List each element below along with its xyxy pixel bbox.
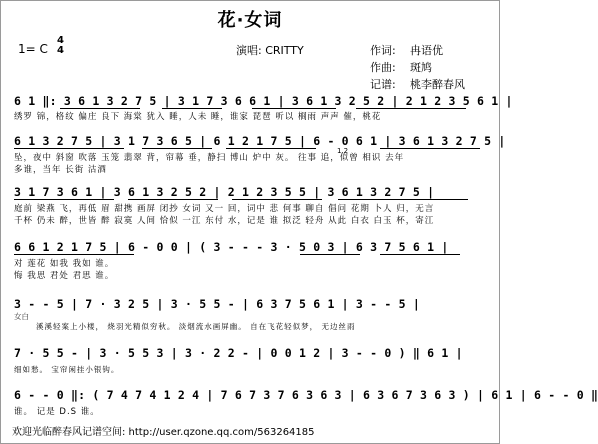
beam-line bbox=[226, 148, 316, 149]
lyric-row-1: 绣罗 锦，格纹 偏庄 良下 海棠 犹入 睡，人未 睡，谁家 琵琶 听以 榈雨 声声 催，桃花 bbox=[14, 112, 382, 122]
beam-line bbox=[356, 108, 466, 109]
lyric-row-2b: 多谁，当年 长街 沽酒 bbox=[14, 165, 107, 175]
beam-line bbox=[380, 148, 480, 149]
notation-row-7: 6 - - 0 ‖: ( 7 4 7 4 1 2 4 | 7 6 7 3 7 6 3 6 3 | 6 3 6 7 3 6 3 ) | 6 1 | 6 - - 0 ‖ bbox=[14, 388, 598, 402]
beam-line bbox=[60, 108, 140, 109]
notation-row-4: 6 6 1 2 1 7 5 | 6 - 0 0 | ( 3 - - - 3 · 5 0 3 | 6 3 7 5 6 1 | bbox=[14, 240, 449, 254]
footer-text: 欢迎光临醉春风记谱空间: http://user.qzone.qq.com/563264185 bbox=[12, 427, 315, 438]
lyric-row-6: 细如愁。 宝帘闲挂小银钩。 bbox=[14, 365, 120, 374]
beam-line bbox=[380, 254, 460, 255]
lyric-row-3b: 千杯 仍未 醉，世皆 醉 寂寞 人间 恰似 一江 东付 水，记是 谁 拟泛 轻舟 从此 白衣 白玉 杯，寄江 bbox=[14, 216, 435, 226]
lyric-row-4: 对 莲花 如我 我如 谁。 bbox=[14, 259, 115, 269]
beam-line bbox=[162, 108, 222, 109]
time-signature bbox=[57, 36, 64, 56]
composer-name: 斑鸠 bbox=[410, 61, 432, 74]
beam-line bbox=[14, 148, 124, 149]
key-signature: 1= C bbox=[18, 42, 48, 56]
female-voice-note: 女白 bbox=[14, 312, 29, 321]
beam-line bbox=[14, 199, 114, 200]
volta-marker: 1.2 bbox=[337, 147, 349, 155]
transcriber-label: 记谱: bbox=[370, 78, 396, 91]
lyricist-name: 冉语优 bbox=[410, 44, 443, 57]
lyric-row-7: 谁。 记是 D.S 谁。 bbox=[14, 407, 100, 417]
lyric-row-2: 坠，夜中 斜窗 吹落 玉笼 翡翠 背，帘幕 垂，静扫 博山 炉中 灰。 往事 追，似曾 相识 去年 bbox=[14, 153, 405, 163]
song-title: 花·女词 bbox=[217, 10, 283, 31]
transcriber-name: 桃李醉春风 bbox=[410, 78, 465, 91]
notation-row-2: 6 1 3 2 7 5 | 3 1 7 3 6 5 | 6 1 2 1 7 5 | 6 - 0 6 1 | 3 6 1 3 2 7 5 | bbox=[14, 134, 506, 148]
notation-row-5: 3 - - 5 | 7 · 3 2 5 | 3 · 5 5 - | 6 3 7 5 6 1 | 3 - - 5 | bbox=[14, 297, 421, 311]
lyric-row-4b: 悔 我思 君处 君思 谁。 bbox=[14, 271, 115, 281]
time-signature-top: 4 bbox=[57, 35, 64, 46]
lyric-row-5: 溪溪轻案上小楼， 烧羽光精似穷秋。 淡烟流水画屏幽。 自在飞花轻似梦， 无边丝雨 bbox=[36, 322, 356, 331]
notation-row-1: 6 1 ‖: 3 6 1 3 2 7 5 | 3 1 7 3 6 6 1 | 3 6 1 3 2 5 2 | 2 1 2 3 5 6 1 | bbox=[14, 94, 513, 108]
beam-line bbox=[338, 199, 468, 200]
notation-row-3: 3 1 7 3 6 1 | 3 6 1 3 2 5 2 | 2 1 2 3 5 5 | 3 6 1 3 2 7 5 | bbox=[14, 185, 435, 199]
composer-label: 作曲: bbox=[370, 61, 396, 74]
beam-line bbox=[14, 254, 134, 255]
beam-line bbox=[128, 199, 218, 200]
beam-line bbox=[232, 199, 322, 200]
lyric-row-3: 庭前 梁燕 飞，再低 眉 甜携 画屏 闭抄 女词 又一 回，词中 悲 何事 聊自 倡问 花期 卜人 归，无言 bbox=[14, 204, 435, 214]
singer-label: 演唱: CRITTY bbox=[236, 44, 304, 57]
lyricist-label: 作词: bbox=[370, 44, 396, 57]
beam-line bbox=[300, 254, 360, 255]
notation-row-6: 7 · 5 5 - | 3 · 5 5 3 | 3 · 2 2 - | 0 0 1 2 | 3 - - 0 ) ‖ 6 1 | bbox=[14, 346, 463, 360]
beam-line bbox=[252, 108, 336, 109]
time-signature-bottom: 4 bbox=[57, 45, 64, 56]
beam-line bbox=[142, 148, 212, 149]
